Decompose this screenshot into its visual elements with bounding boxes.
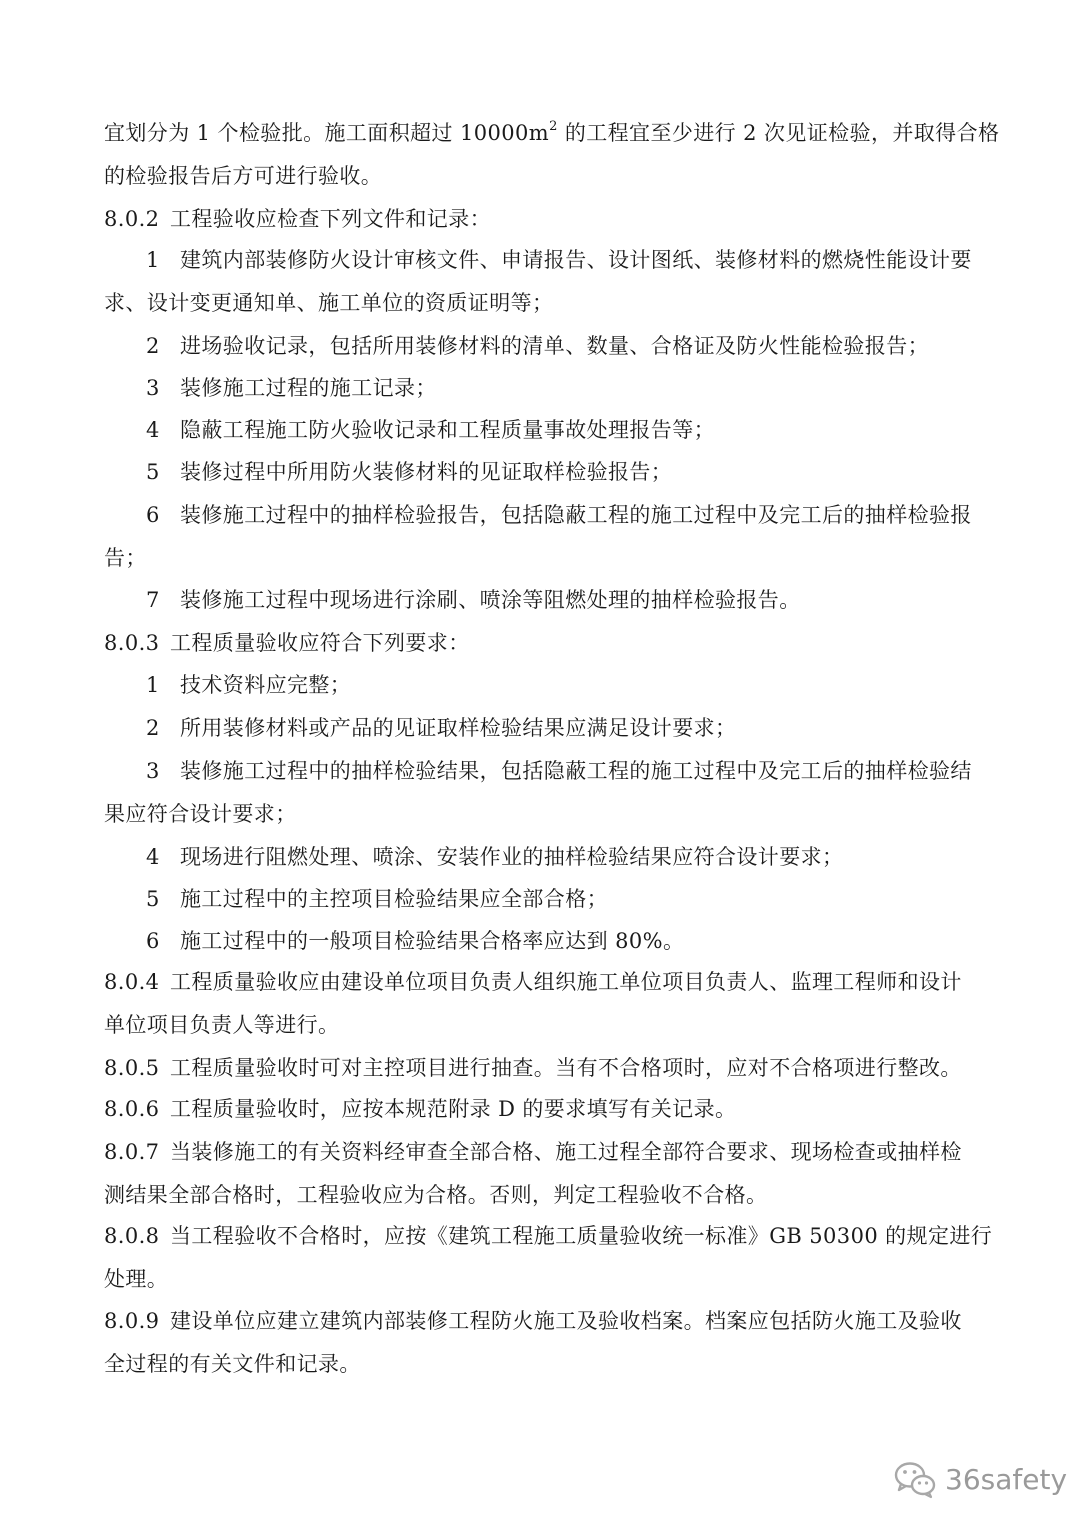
text-run: 隐蔽工程施工防火验收记录和工程质量事故处理报告等； — [180, 418, 715, 442]
text-line — [0, 161, 1080, 191]
item-number: 2 — [146, 334, 160, 358]
item-line — [0, 331, 1080, 361]
line-text — [104, 799, 297, 829]
item-line — [0, 245, 1080, 275]
text-run: 装修施工过程中的抽样检验报告，包括隐蔽工程的施工过程中及完工后的抽样检验报 — [180, 503, 972, 527]
text-line — [0, 799, 1080, 829]
line-text — [170, 1306, 962, 1336]
item-line — [0, 585, 1080, 615]
item-number: 6 — [146, 503, 160, 527]
line-text — [180, 670, 351, 700]
line-text — [104, 288, 553, 318]
clause-line — [0, 1221, 1080, 1251]
text-run: 现场进行阻燃处理、喷涂、安装作业的抽样检验结果应符合设计要求； — [180, 845, 844, 869]
item-number: 4 — [146, 418, 160, 442]
text-run: 工程质量验收应由建设单位项目负责人组织施工单位项目负责人、监理工程师和设计 — [170, 970, 962, 994]
clause-number: 8.0.5 — [104, 1056, 160, 1080]
item-line — [0, 926, 1080, 956]
watermark — [893, 1453, 1067, 1505]
item-line — [0, 884, 1080, 914]
line-text — [104, 1180, 767, 1210]
item-number: 1 — [146, 248, 160, 272]
item-number: 5 — [146, 460, 160, 484]
line-text — [180, 842, 843, 872]
text-line — [0, 1264, 1080, 1294]
item-line — [0, 457, 1080, 487]
text-run: 果应符合设计要求； — [104, 802, 297, 826]
line-text — [180, 457, 672, 487]
line-text — [104, 543, 147, 573]
line-text — [104, 118, 999, 148]
text-run: 当装修施工的有关资料经审查全部合格、施工过程全部符合要求、现场检查或抽样检 — [170, 1140, 962, 1164]
line-text — [170, 1221, 992, 1251]
text-run: 单位项目负责人等进行。 — [104, 1013, 340, 1037]
text-run: 装修过程中所用防火装修材料的见证取样检验报告； — [180, 460, 673, 484]
line-text — [180, 500, 972, 530]
item-line — [0, 415, 1080, 445]
clause-line — [0, 628, 1080, 658]
clause-line — [0, 1094, 1080, 1124]
text-line — [0, 1349, 1080, 1379]
item-number: 6 — [146, 929, 160, 953]
text-run: 工程质量验收应符合下列要求： — [170, 631, 470, 655]
clause-number: 8.0.9 — [104, 1309, 160, 1333]
text-run: 告； — [104, 546, 147, 570]
text-line — [0, 118, 1080, 148]
wechat-icon — [893, 1459, 937, 1499]
item-number: 3 — [146, 759, 160, 783]
clause-line — [0, 1137, 1080, 1167]
item-line — [0, 373, 1080, 403]
item-line — [0, 756, 1080, 786]
item-line — [0, 713, 1080, 743]
line-text — [170, 1053, 962, 1083]
text-line — [0, 543, 1080, 573]
item-number: 3 — [146, 376, 160, 400]
line-text — [180, 245, 972, 275]
clause-number: 8.0.3 — [104, 631, 160, 655]
line-text — [180, 415, 715, 445]
watermark-text: 36safety — [945, 1462, 1068, 1496]
text-line — [0, 288, 1080, 318]
text-run: 进场验收记录，包括所用装修材料的清单、数量、合格证及防火性能检验报告； — [180, 334, 929, 358]
text-run: 求、设计变更通知单、施工单位的资质证明等； — [104, 291, 554, 315]
line-text — [170, 628, 470, 658]
item-number: 7 — [146, 588, 160, 612]
superscript: 2 — [549, 119, 558, 134]
text-line — [0, 1010, 1080, 1040]
text-run: 技术资料应完整； — [180, 673, 352, 697]
line-text — [104, 1010, 339, 1040]
clause-line — [0, 204, 1080, 234]
clause-number: 8.0.7 — [104, 1140, 160, 1164]
line-text — [180, 926, 684, 956]
clause-line — [0, 1306, 1080, 1336]
clause-line — [0, 1053, 1080, 1083]
text-line — [0, 1180, 1080, 1210]
text-run: 装修施工过程中的抽样检验结果，包括隐蔽工程的施工过程中及完工后的抽样检验结 — [180, 759, 972, 783]
text-run: 所用装修材料或产品的见证取样检验结果应满足设计要求； — [180, 716, 737, 740]
clause-number: 8.0.4 — [104, 970, 160, 994]
text-run: 装修施工过程中现场进行涂刷、喷涂等阻燃处理的抽样检验报告。 — [180, 588, 801, 612]
text-run: 宜划分为 1 个检验批。施工面积超过 10000m — [104, 121, 550, 145]
line-text — [180, 713, 736, 743]
line-text — [104, 161, 382, 191]
text-run: 工程质量验收时可对主控项目进行抽查。当有不合格项时，应对不合格项进行整改。 — [170, 1056, 962, 1080]
clause-number: 8.0.8 — [104, 1224, 160, 1248]
line-text — [104, 1264, 168, 1294]
text-run: 建筑内部装修防火设计审核文件、申请报告、设计图纸、装修材料的燃烧性能设计要 — [180, 248, 972, 272]
item-line — [0, 670, 1080, 700]
text-run: 装修施工过程的施工记录； — [180, 376, 437, 400]
text-run: 当工程验收不合格时，应按《建筑工程施工质量验收统一标准》GB 50300 的规定进行 — [170, 1224, 993, 1248]
text-run: 施工过程中的主控项目检验结果应全部合格； — [180, 887, 608, 911]
line-text — [104, 1349, 361, 1379]
line-text — [180, 756, 972, 786]
line-text — [170, 1137, 962, 1167]
text-run: 工程验收应检查下列文件和记录： — [170, 207, 491, 231]
clause-line — [0, 967, 1080, 997]
line-text — [170, 204, 491, 234]
clause-number: 8.0.2 — [104, 207, 160, 231]
line-text — [180, 884, 608, 914]
line-text — [170, 967, 962, 997]
item-number: 4 — [146, 845, 160, 869]
item-line — [0, 842, 1080, 872]
text-run: 测结果全部合格时，工程验收应为合格。否则，判定工程验收不合格。 — [104, 1183, 768, 1207]
line-text — [180, 585, 801, 615]
item-number: 1 — [146, 673, 160, 697]
text-run: 施工过程中的一般项目检验结果合格率应达到 80%。 — [180, 929, 685, 953]
text-run: 工程质量验收时，应按本规范附录 D 的要求填写有关记录。 — [170, 1097, 737, 1121]
line-text — [180, 373, 437, 403]
text-run: 的工程宜至少进行 2 次见证检验，并取得合格 — [557, 121, 1000, 145]
text-run: 建设单位应建立建筑内部装修工程防火施工及验收档案。档案应包括防火施工及验收 — [170, 1309, 962, 1333]
clause-number: 8.0.6 — [104, 1097, 160, 1121]
line-text — [170, 1094, 736, 1124]
text-run: 的检验报告后方可进行验收。 — [104, 164, 383, 188]
item-number: 2 — [146, 716, 160, 740]
text-run: 全过程的有关文件和记录。 — [104, 1352, 361, 1376]
item-line — [0, 500, 1080, 530]
item-number: 5 — [146, 887, 160, 911]
line-text — [180, 331, 929, 361]
text-run: 处理。 — [104, 1267, 169, 1291]
